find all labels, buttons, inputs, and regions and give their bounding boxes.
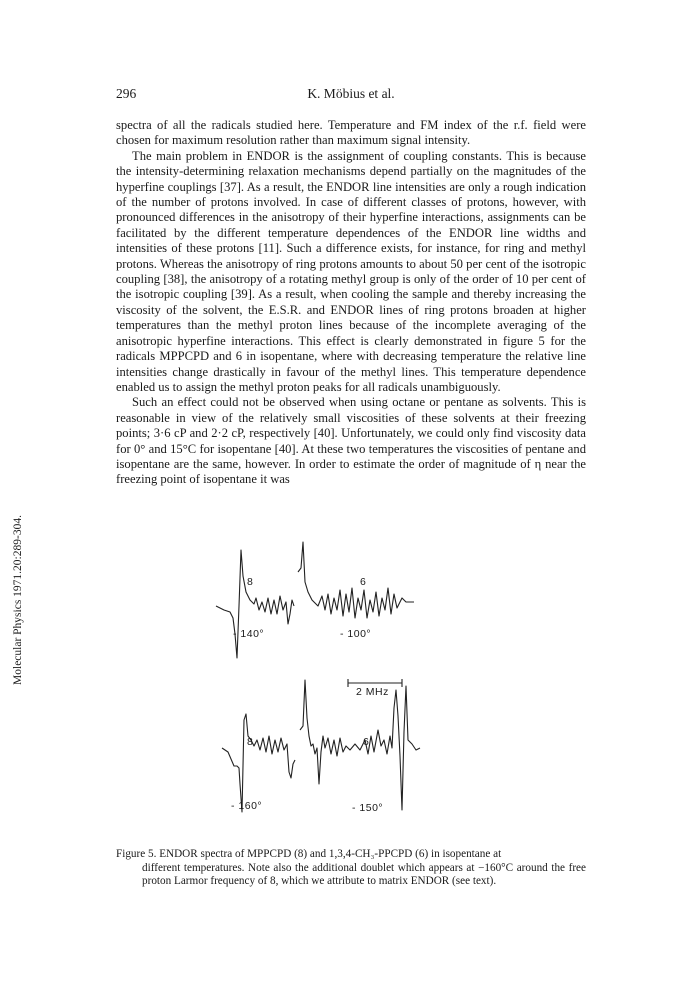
label-temp-minus-160: - 160° [231,800,263,812]
label-temp-minus-150: - 150° [352,802,384,814]
paragraph-3: Such an effect could not be observed when using octane or pentane as solvents. This is reasonable in view of the relatively small viscosities of these solvents at their freezing points; 3·6 cP and 2·2 cP, respectively [40]. Unfortunately, we could only find viscosity data for 0° and 15°C for isopentane [40]. At these two temperatures the viscosities of pentane and isopentane are the same, however. In order to estimate the order of magnitude of η near the freezing point of isopentane it was [116,395,586,487]
spectrum-8-minus-160 [222,714,295,812]
label-radical-6-bottom: 6 [363,736,370,748]
caption-continuation: different temperatures. Note also the additional doublet which appears at −160°C around the free proton Larmor frequency of 8, which we attribute to matrix ENDOR (see text). [142,861,586,888]
endor-spectra-plot [180,540,510,840]
label-radical-6-top: 6 [360,576,367,588]
paragraph-1: spectra of all the radicals studied here. Temperature and FM index of the r.f. field were chosen for maximum resolution rather than maximum signal intensity. [116,118,586,148]
side-citation [12,515,28,685]
paragraph-2: The main problem in ENDOR is the assignment of coupling constants. This is because the intensity-determining relaxation mechanisms depend partially on the magnitudes of the hyperfine couplings [37]. As a result, the ENDOR line intensities are only a rough indication of the number of protons involved. In case of different classes of protons, however, with pronounced differences in the anisotropy of their hyperfine interactions, assignments can be facilitated by the different temperature dependences of the ENDOR line widths and intensities of these protons [11]. Such a difference exists, for instance, for ring and methyl protons. Whereas the anisotropy of ring protons amounts to about 50 per cent of the isotropic coupling [38], the anisotropy of a rotating methyl group is only of the order of 10 per cent of the isotropic coupling [39]. As a result, when cooling the sample and thereby increasing the viscosity of the solvent, the E.S.R. and ENDOR lines of ring protons broaden at higher temperatures than the methyl proton lines because of the incomplete averaging of the anisotropic hyperfine interactions. This effect is clearly demonstrated in figure 5 for the radicals MPPCPD and 6 in isopentane, where with decreasing temperature the relative line intensities change drastically in favour of the methyl lines. This temperature dependence enabled us to assign the methyl proton peaks for all radicals unambiguously. [116,148,586,394]
spectrum-6-minus-100 [298,542,414,618]
endor-figure [180,540,510,840]
running-head [116,86,586,104]
label-radical-8-top: 8 [247,576,254,588]
body-text [116,118,586,488]
side-citation-text: Molecular Physics 1971.20:289-304. [12,515,24,685]
label-temp-minus-140: - 140° [233,628,265,640]
label-temp-minus-100: - 100° [340,628,372,640]
page-number: 296 [116,86,137,101]
label-scale-bar: 2 MHz [356,686,389,698]
caption-first-line: Figure 5. ENDOR spectra of MPPCPD (8) and 1,3,4-CH₃-PPCPD (6) in isopentane at [116,848,502,860]
spectrum-6-minus-150 [300,680,420,810]
running-author: K. Möbius et al. [307,86,395,101]
figure-caption [116,848,586,889]
label-radical-8-bottom: 8 [247,736,254,748]
spectrum-8-minus-140 [216,550,294,658]
